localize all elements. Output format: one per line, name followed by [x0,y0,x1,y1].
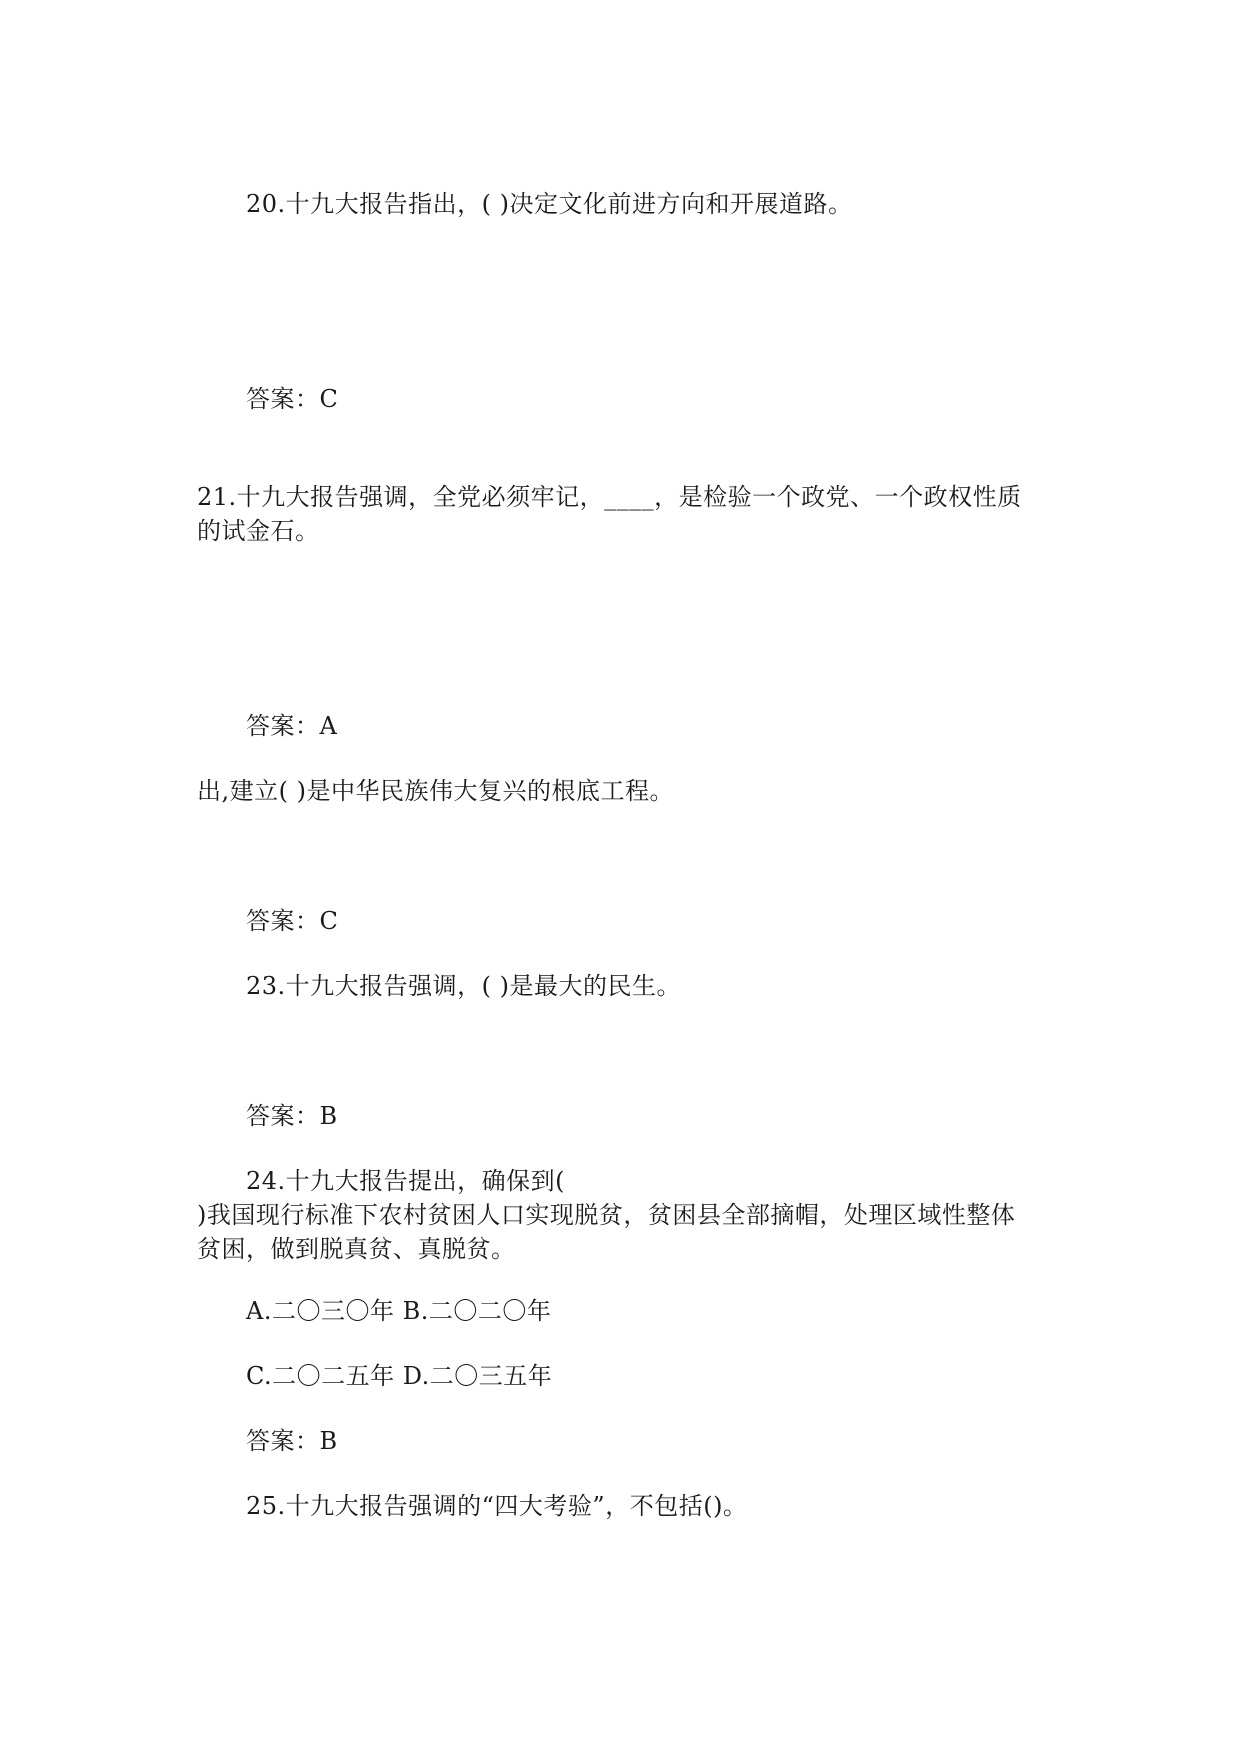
question-21-text-line1: 21.十九大报告强调，全党必须牢记，____，是检验一个政党、一个政权性质 [197,483,1022,511]
question-24-options-cd: C.二〇二五年 D.二〇三五年 [246,1362,553,1390]
question-25-text: 25.十九大报告强调的“四大考验”，不包括()。 [246,1492,748,1520]
question-22-text: 出,建立( )是中华民族伟大复兴的根底工程。 [197,777,674,805]
question-22-answer: 答案：C [246,907,339,935]
question-24-text-line3: 贫困，做到脱真贫、真脱贫。 [197,1235,516,1263]
question-20-answer: 答案：C [246,385,339,413]
question-21-answer: 答案：A [246,712,338,740]
question-20-text: 20.十九大报告指出，( )决定文化前进方向和开展道路。 [246,190,853,218]
question-24-options-ab: A.二〇三〇年 B.二〇二〇年 [246,1297,552,1325]
question-24-text-line1: 24.十九大报告提出，确保到( [246,1167,566,1195]
question-23-text: 23.十九大报告强调，( )是最大的民生。 [246,972,682,1000]
question-24-answer: 答案：B [246,1427,338,1455]
question-23-answer: 答案：B [246,1102,338,1130]
question-21-text-line2: 的试金石。 [197,517,320,545]
question-24-text-line2: )我国现行标准下农村贫困人口实现脱贫，贫困县全部摘帽，处理区域性整体 [197,1201,1016,1229]
